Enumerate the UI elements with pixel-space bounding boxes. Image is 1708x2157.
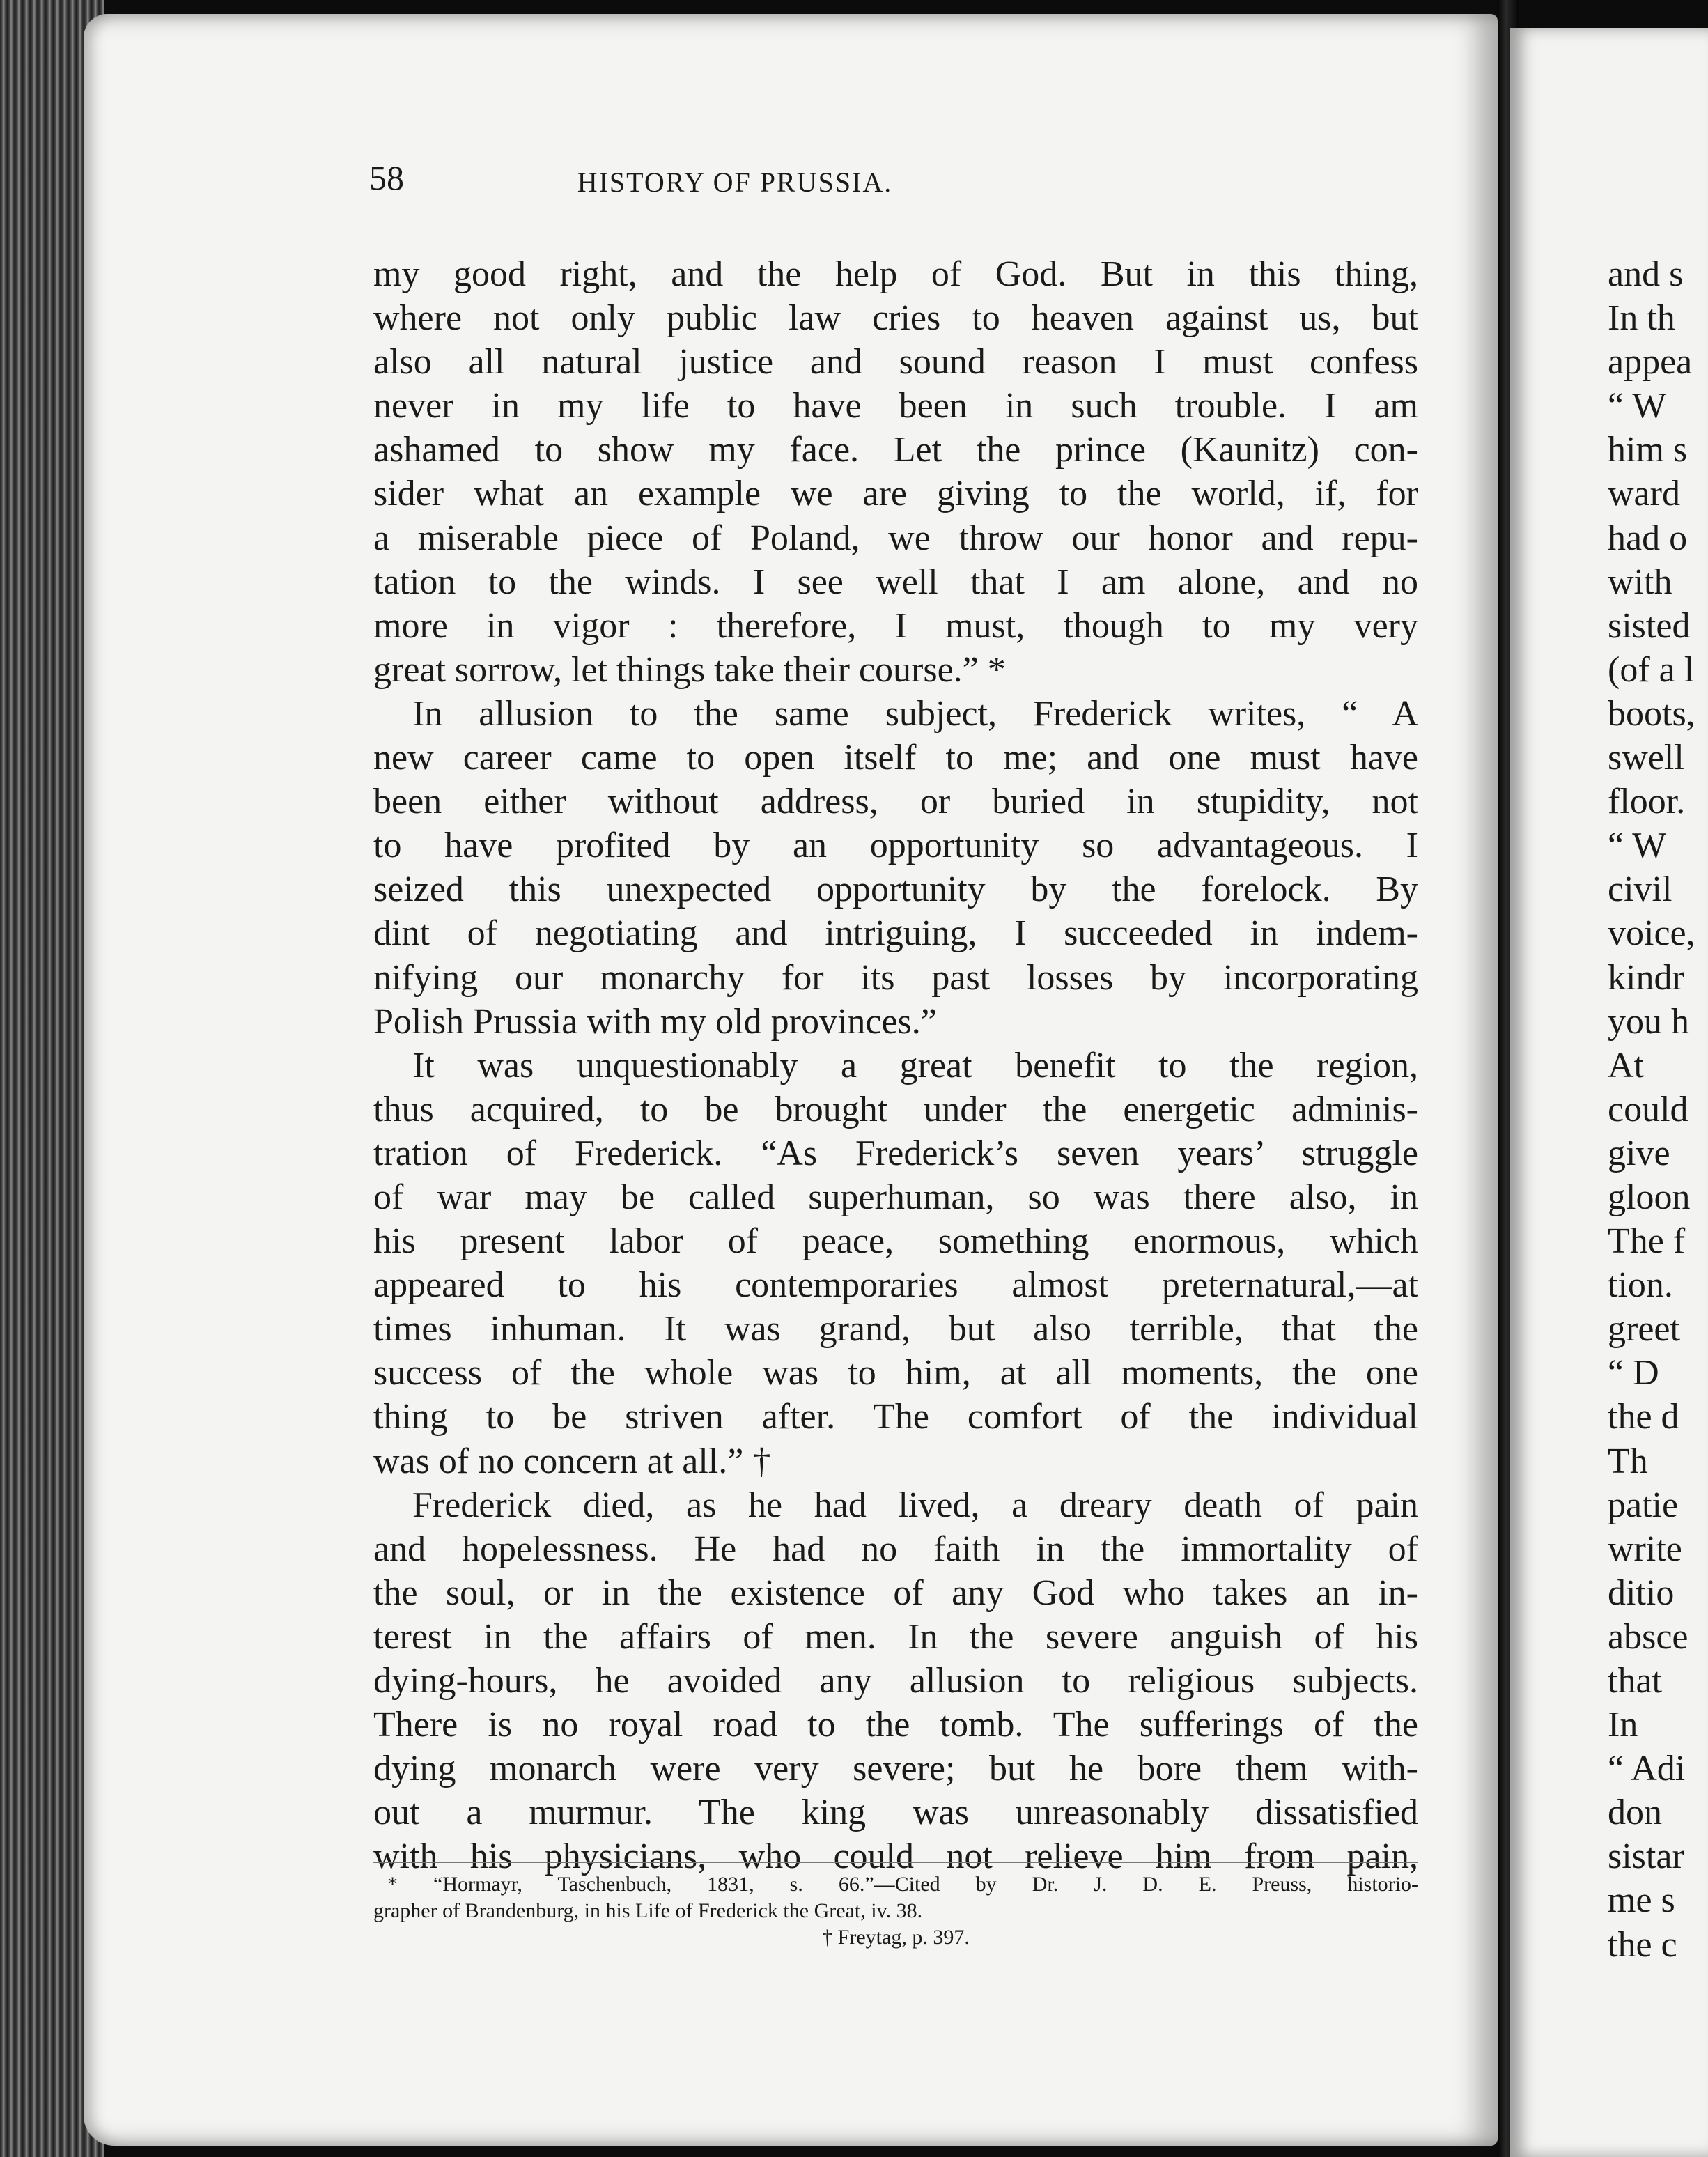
text-line: out a murmur. The king was unreasonably dissatisfied [373,1793,1418,1833]
text-line: appeared to his contemporaries almost preternatural,—at [373,1265,1418,1306]
text-line: with his physicians, who could not relieve him from pain, [373,1837,1418,1877]
right-text-line: patie [1608,1485,1679,1525]
text-line: dint of negotiating and intriguing, I succeeded in indem- [373,913,1418,954]
right-text-line: “ W [1608,386,1667,426]
text-line: Frederick died, as he had lived, a dreary death of pain [412,1485,1418,1525]
right-text-line: “ Adi [1608,1749,1686,1789]
right-text-line: (of a l [1608,649,1695,690]
right-text-line: the d [1608,1397,1679,1437]
footnote-line: grapher of Brandenburg, in his Life of Frederick the Great, iv. 38. [373,1899,923,1922]
text-line: thus acquired, to be brought under the energetic adminis- [373,1089,1418,1129]
text-line: of war may be called superhuman, so was there also, in [373,1177,1418,1217]
body-text [373,252,1418,1878]
footnote-line: * “Hormayr, Taschenbuch, 1831, s. 66.”—Cited by Dr. J. D. E. Preuss, historio- [387,1873,1418,1896]
right-text-line: tion. [1608,1265,1673,1306]
text-line: also all natural justice and sound reason I must confess [373,342,1418,382]
text-line: my good right, and the help of God. But in this thing, [373,254,1418,294]
right-text-line: boots, [1608,693,1695,734]
text-line: the soul, or in the existence of any God who takes an in- [373,1572,1418,1613]
right-text-line: greet [1608,1309,1680,1350]
text-line: tration of Frederick. “As Frederick’s seven years’ struggle [373,1133,1418,1173]
right-text-line: ditio [1608,1572,1675,1613]
right-text-line: had o [1608,518,1688,558]
text-line: ashamed to show my face. Let the prince (Kaunitz) con- [373,430,1418,470]
footnote-line: † Freytag, p. 397. [822,1926,970,1949]
footnotes [373,1871,1418,1951]
text-line: times inhuman. It was grand, but also terrible, that the [373,1309,1418,1350]
right-text-line: voice, [1608,913,1695,954]
right-text-line: him s [1608,430,1688,470]
right-text-line: ward [1608,474,1680,514]
right-text-line: Th [1608,1441,1648,1481]
text-line: and hopelessness. He had no faith in the immortality of [373,1529,1418,1569]
running-head: HISTORY OF PRUSSIA. [577,167,893,198]
right-text-line: with [1608,562,1672,602]
text-line: There is no royal road to the tomb. The sufferings of the [373,1705,1418,1745]
text-line: It was unquestionably a great benefit to the region, [412,1045,1418,1085]
text-line: Polish Prussia with my old provinces.” [373,1001,937,1042]
right-text-line: write [1608,1529,1682,1569]
text-line: was of no concern at all.” † [373,1441,771,1481]
text-line: seized this unexpected opportunity by the forelock. By [373,869,1418,910]
text-line: to have profited by an opportunity so advantageous. I [373,826,1418,866]
footnote-rule [373,1862,1418,1863]
right-text-line: that [1608,1661,1662,1701]
text-line: never in my life to have been in such trouble. I am [373,386,1418,426]
right-text-line: kindr [1608,957,1684,998]
text-line: where not only public law cries to heaven against us, but [373,298,1418,339]
right-text-line: could [1608,1089,1688,1129]
right-text-line: At [1608,1045,1644,1085]
text-line: In allusion to the same subject, Frederick writes, “ A [412,693,1418,734]
right-page-text [1510,252,1708,1967]
text-line: great sorrow, let things take their course.” * [373,649,1006,690]
text-line: a miserable piece of Poland, we throw our honor and repu- [373,518,1418,558]
right-text-line: sistar [1608,1837,1684,1877]
page-number: 58 [369,158,404,197]
right-text-line: appea [1608,342,1693,382]
right-text-line: you h [1608,1001,1689,1042]
right-text-line: swell [1608,738,1684,778]
text-line: dying-hours, he avoided any allusion to religious subjects. [373,1661,1418,1701]
text-line: thing to be striven after. The comfort of the individual [373,1397,1418,1437]
text-line: tation to the winds. I see well that I am alone, and no [373,562,1418,602]
text-line: dying monarch were very severe; but he bore them with- [373,1749,1418,1789]
text-line: success of the whole was to him, at all moments, the one [373,1353,1418,1393]
right-text-line: sisted [1608,605,1691,646]
right-text-line: floor. [1608,782,1686,822]
right-text-line: give [1608,1133,1670,1173]
right-text-line: gloon [1608,1177,1691,1217]
right-text-line: the c [1608,1924,1677,1965]
right-text-line: In [1608,1705,1638,1745]
text-line: new career came to open itself to me; and one must have [373,738,1418,778]
right-text-line: In th [1608,298,1675,339]
right-text-line: “ W [1608,826,1667,866]
right-text-line: don [1608,1793,1662,1833]
right-text-line: and s [1608,254,1684,294]
right-text-line: “ D [1608,1353,1659,1393]
text-line: more in vigor : therefore, I must, though to my very [373,605,1418,646]
right-text-line: me s [1608,1880,1675,1921]
text-line: terest in the affairs of men. In the severe anguish of his [373,1616,1418,1657]
text-line: been either without address, or buried in stupidity, not [373,782,1418,822]
right-text-line: The f [1608,1221,1686,1262]
right-text-line: absce [1608,1616,1688,1657]
right-text-line: civil [1608,869,1672,910]
text-line: sider what an example we are giving to the world, if, for [373,474,1418,514]
text-line: nifying our monarchy for its past losses by incorporating [373,957,1418,998]
text-line: his present labor of peace, something enormous, which [373,1221,1418,1262]
